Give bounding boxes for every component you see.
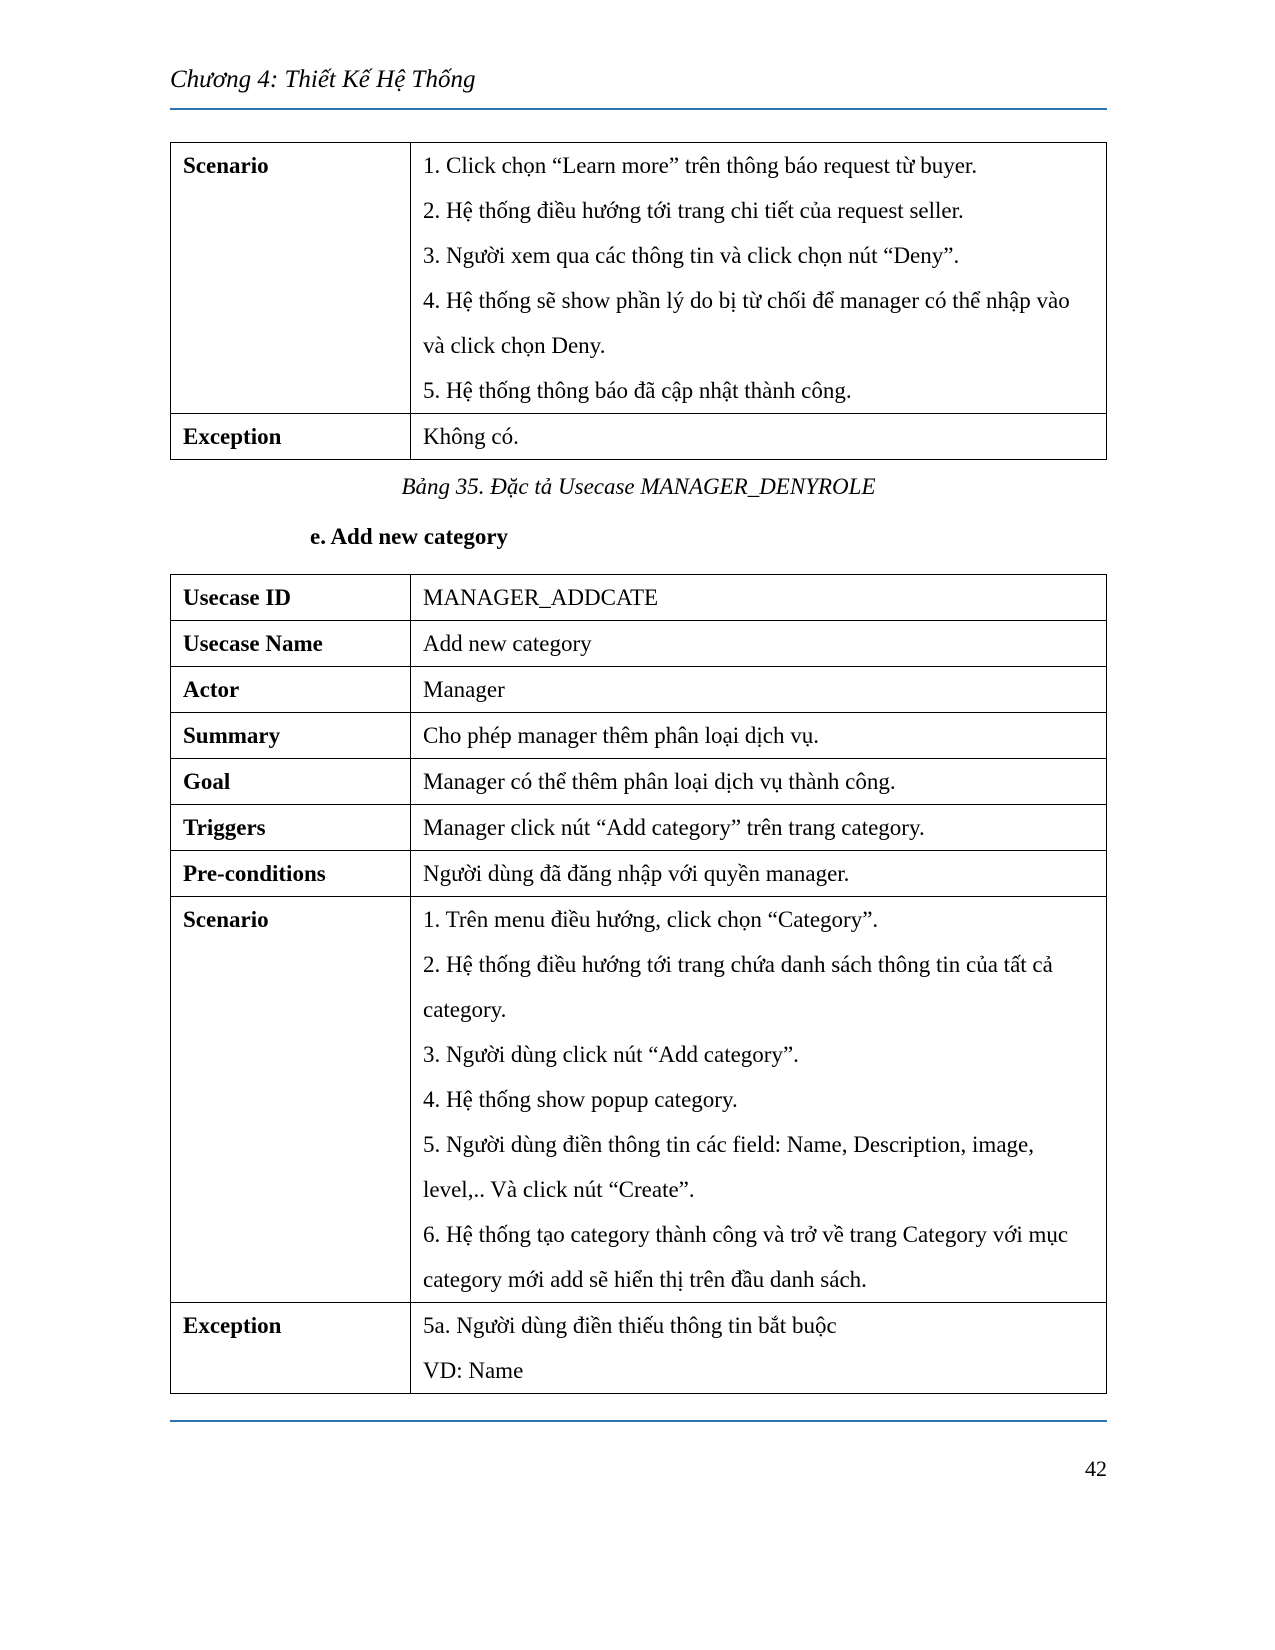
row-label: Usecase Name bbox=[171, 621, 411, 667]
row-content bbox=[411, 1303, 1107, 1394]
row-content bbox=[411, 414, 1107, 460]
table-row-scenario bbox=[171, 897, 1107, 1303]
cell-text: MANAGER_ADDCATE bbox=[423, 585, 659, 610]
row-label: Exception bbox=[171, 1303, 411, 1394]
table-row-usecase-name bbox=[171, 621, 1107, 667]
row-content bbox=[411, 897, 1107, 1303]
scenario-step: 1. Trên menu điều hướng, click chọn “Category”. bbox=[423, 907, 879, 932]
scenario-step: 2. Hệ thống điều hướng tới trang chi tiết của request seller. bbox=[423, 198, 964, 223]
section-heading: e. Add new category bbox=[310, 524, 509, 549]
scenario-step: 4. Hệ thống sẽ show phần lý do bị từ chối để manager có thể nhập vào và click chọn Deny. bbox=[423, 288, 1070, 358]
table-row-exception bbox=[171, 414, 1107, 460]
row-label: Usecase ID bbox=[171, 575, 411, 621]
table-row-triggers bbox=[171, 805, 1107, 851]
scenario-step: 1. Click chọn “Learn more” trên thông báo request từ buyer. bbox=[423, 153, 978, 178]
table-row-scenario bbox=[171, 143, 1107, 414]
row-content bbox=[411, 713, 1107, 759]
page-footer bbox=[170, 1420, 1107, 1482]
table-row-actor bbox=[171, 667, 1107, 713]
page-number: 42 bbox=[1085, 1456, 1107, 1481]
cell-text: Manager bbox=[423, 677, 505, 702]
scenario-step: 4. Hệ thống show popup category. bbox=[423, 1087, 738, 1112]
cell-text: Cho phép manager thêm phân loại dịch vụ. bbox=[423, 723, 820, 748]
scenario-step: 3. Người dùng click nút “Add category”. bbox=[423, 1042, 799, 1067]
scenario-step: 2. Hệ thống điều hướng tới trang chứa danh sách thông tin của tất cả category. bbox=[423, 952, 1053, 1022]
exception-example: VD: Name bbox=[423, 1358, 524, 1383]
cell-text: Add new category bbox=[423, 631, 592, 656]
table-row-preconditions bbox=[171, 851, 1107, 897]
table-row-exception bbox=[171, 1303, 1107, 1394]
exception-text: Không có. bbox=[423, 424, 519, 449]
footer-rule bbox=[170, 1420, 1107, 1422]
row-label: Scenario bbox=[171, 897, 411, 1303]
scenario-step: 3. Người xem qua các thông tin và click chọn nút “Deny”. bbox=[423, 243, 960, 268]
row-label: Actor bbox=[171, 667, 411, 713]
row-label: Scenario bbox=[171, 143, 411, 414]
row-content bbox=[411, 851, 1107, 897]
row-content bbox=[411, 759, 1107, 805]
table-row-summary bbox=[171, 713, 1107, 759]
usecase-table-denyrole bbox=[170, 142, 1107, 460]
cell-text: Người dùng đã đăng nhập với quyền manager. bbox=[423, 861, 850, 886]
row-content bbox=[411, 575, 1107, 621]
row-label: Pre-conditions bbox=[171, 851, 411, 897]
chapter-header bbox=[170, 66, 1107, 110]
exception-text: 5a. Người dùng điền thiếu thông tin bắt buộc bbox=[423, 1313, 837, 1338]
row-content bbox=[411, 667, 1107, 713]
row-label: Summary bbox=[171, 713, 411, 759]
usecase-table-addcate bbox=[170, 574, 1107, 1394]
scenario-step: 5. Hệ thống thông báo đã cập nhật thành công. bbox=[423, 378, 852, 403]
scenario-step: 5. Người dùng điền thông tin các field: Name, Description, image, level,.. Và click nút “Create”. bbox=[423, 1132, 1034, 1202]
row-label: Triggers bbox=[171, 805, 411, 851]
cell-text: Manager có thể thêm phân loại dịch vụ thành công. bbox=[423, 769, 896, 794]
row-content bbox=[411, 805, 1107, 851]
row-content bbox=[411, 621, 1107, 667]
scenario-step: 6. Hệ thống tạo category thành công và trở về trang Category với mục category mới add sẽ hiển thị trên đầu danh sách. bbox=[423, 1222, 1069, 1292]
row-content bbox=[411, 143, 1107, 414]
row-label: Goal bbox=[171, 759, 411, 805]
table-row-goal bbox=[171, 759, 1107, 805]
row-label: Exception bbox=[171, 414, 411, 460]
cell-text: Manager click nút “Add category” trên trang category. bbox=[423, 815, 925, 840]
chapter-title: Chương 4: Thiết Kế Hệ Thống bbox=[170, 66, 476, 93]
table-caption: Bảng 35. Đặc tả Usecase MANAGER_DENYROLE bbox=[401, 474, 876, 499]
table-row-usecase-id bbox=[171, 575, 1107, 621]
